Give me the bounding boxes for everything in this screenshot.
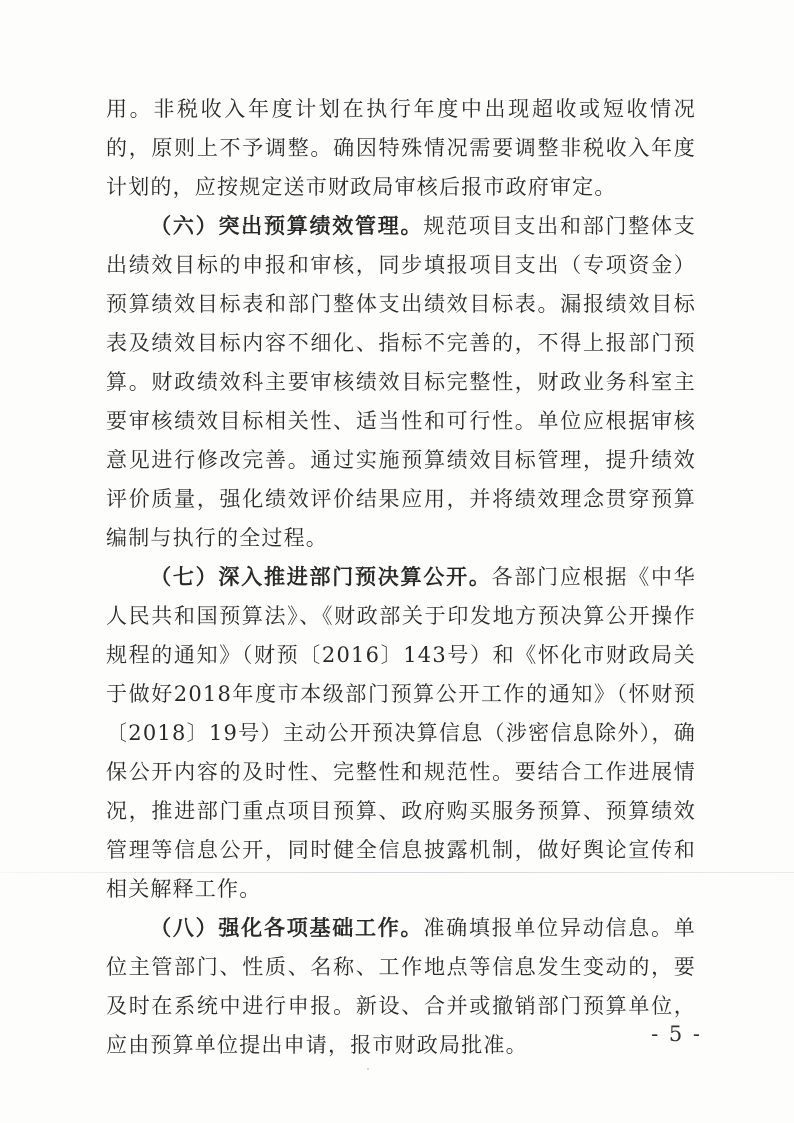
paragraph-section-6 (106, 207, 696, 558)
scan-artifact-line (0, 872, 794, 873)
paragraph-text: 准确填报单位异动信息。单位主管部门、性质、名称、工作地点等信息发生变动的，要及时在系统中进行申报。新设、合并或撤销部门预算单位，应由预算单位提出申请，报市财政局批准。 (106, 916, 696, 1057)
document-body (106, 90, 696, 1065)
scan-dust-speck (367, 1068, 369, 1070)
section-heading: （七）深入推进部门预决算公开。 (150, 565, 492, 589)
paragraph-text: 各部门应根据《中华人民共和国预算法》、《财政部关于印发地方预决算公开操作规程的通知》（财预〔2016〕143号）和《怀化市财政局关于做好2018年度市本级部门预算公开工作的通知》（怀财预〔2018〕19号）主动公开预决算信息（涉密信息除外），确保公开内容的及时性、完整性和规范性。要结合工作进展情况，推进部门重点项目预算、政府购买服务预算、预算绩效管理等信息公开，同时健全信息披露机制，做好舆论宣传和相关解释工作。 (106, 565, 696, 901)
page-number: - 5 - (651, 1022, 702, 1046)
paragraph-text: 用。非税收入年度计划在执行年度中出现超收或短收情况的，原则上不予调整。确因特殊情况需要调整非税收入年度计划的，应按规定送市财政局审核后报市政府审定。 (106, 97, 696, 199)
paragraph-section-8 (106, 909, 696, 1065)
section-heading: （八）强化各项基础工作。 (150, 916, 424, 940)
paragraph-section-7 (106, 558, 696, 909)
paragraph-text: 规范项目支出和部门整体支出绩效目标的申报和审核，同步填报项目支出（专项资金）预算绩效目标表和部门整体支出绩效目标表。漏报绩效目标表及绩效目标内容不细化、指标不完善的，不得上报部门预算。财政绩效科主要审核绩效目标完整性，财政业务科室主要审核绩效目标相关性、适当性和可行性。单位应根据审核意见进行修改完善。通过实施预算绩效目标管理，提升绩效评价质量，强化绩效评价结果应用，并将绩效理念贯穿预算编制与执行的全过程。 (106, 214, 696, 550)
section-heading: （六）突出预算绩效管理。 (150, 214, 424, 238)
paragraph-continuation (106, 90, 696, 207)
